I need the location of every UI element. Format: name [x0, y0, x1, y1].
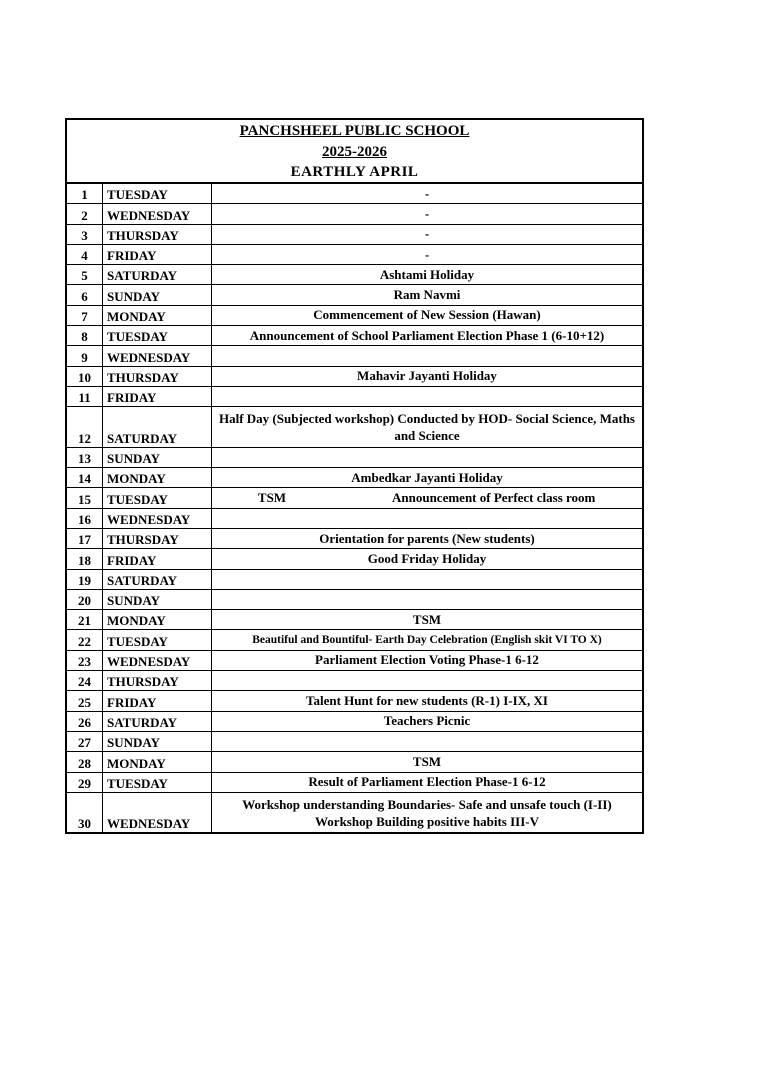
- weekday: FRIDAY: [103, 386, 212, 406]
- weekday: FRIDAY: [103, 549, 212, 569]
- weekday: WEDNESDAY: [103, 346, 212, 366]
- date-number: 18: [67, 549, 103, 569]
- date-number: 21: [67, 610, 103, 630]
- table-row: [67, 346, 642, 366]
- date-number: 24: [67, 671, 103, 691]
- event-text: Announcement of Perfect class room: [392, 490, 596, 505]
- date-number: 3: [67, 224, 103, 244]
- date-number: 8: [67, 326, 103, 346]
- date-number: 27: [67, 731, 103, 751]
- weekday: SATURDAY: [103, 711, 212, 731]
- date-number: 1: [67, 184, 103, 204]
- date-number: 14: [67, 468, 103, 488]
- weekday: THURSDAY: [103, 224, 212, 244]
- weekday: THURSDAY: [103, 366, 212, 386]
- table-row: [67, 508, 642, 528]
- event-cell: [212, 589, 643, 609]
- event-cell: [212, 569, 643, 589]
- weekday: SATURDAY: [103, 265, 212, 285]
- weekday: FRIDAY: [103, 244, 212, 264]
- date-number: 23: [67, 650, 103, 670]
- event-cell: [212, 610, 643, 630]
- event-cell: [212, 224, 643, 244]
- table-row: [67, 671, 642, 691]
- event-text: TSM: [257, 490, 287, 505]
- event-text: Good Friday Holiday: [367, 550, 487, 566]
- date-number: 5: [67, 265, 103, 285]
- event-cell: [212, 468, 643, 488]
- date-number: 2: [67, 204, 103, 224]
- event-cell: [212, 386, 643, 406]
- event-cell: [212, 549, 643, 569]
- table-row: [67, 326, 642, 346]
- weekday: TUESDAY: [103, 326, 212, 346]
- event-cell: [212, 630, 643, 650]
- table-row: [67, 204, 642, 224]
- table-row: [67, 731, 642, 751]
- event-text: Ambedkar Jayanti Holiday: [351, 469, 503, 485]
- table-row: [67, 569, 642, 589]
- date-number: 9: [67, 346, 103, 366]
- date-number: 30: [67, 792, 103, 832]
- event-cell: [212, 447, 643, 467]
- event-cell: [212, 711, 643, 731]
- table-row: [67, 650, 642, 670]
- weekday: SUNDAY: [103, 589, 212, 609]
- event-text: Workshop Building positive habits III-V: [315, 813, 539, 829]
- event-text: Commencement of New Session (Hawan): [313, 307, 541, 323]
- event-text: Workshop understanding Boundaries- Safe and unsafe touch (I-II): [242, 796, 612, 812]
- event-cell: [212, 488, 643, 508]
- event-cell: [212, 346, 643, 366]
- event-text: Orientation for parents (New students): [319, 530, 535, 546]
- event-text: TSM: [412, 753, 442, 769]
- event-text: Parliament Election Voting Phase-1 6-12: [315, 652, 539, 668]
- date-number: 15: [67, 488, 103, 508]
- event-cell: [212, 691, 643, 711]
- event-cell: [212, 265, 643, 285]
- event-cell: [212, 305, 643, 325]
- session-year: 2025-2026: [322, 143, 387, 160]
- table-row: [67, 285, 642, 305]
- event-text: Result of Parliament Election Phase-1 6-12: [308, 774, 546, 790]
- date-number: 20: [67, 589, 103, 609]
- table-row: [67, 305, 642, 325]
- date-number: 7: [67, 305, 103, 325]
- weekday: WEDNESDAY: [103, 508, 212, 528]
- weekday: THURSDAY: [103, 671, 212, 691]
- event-text: -: [424, 226, 430, 242]
- date-number: 29: [67, 772, 103, 792]
- weekday: FRIDAY: [103, 691, 212, 711]
- table-row: [67, 224, 642, 244]
- date-number: 25: [67, 691, 103, 711]
- date-number: 19: [67, 569, 103, 589]
- calendar-sheet: [65, 118, 644, 834]
- date-number: 10: [67, 366, 103, 386]
- month-title: EARTHLY APRIL: [290, 164, 419, 180]
- date-number: 12: [67, 407, 103, 448]
- date-number: 11: [67, 386, 103, 406]
- weekday: WEDNESDAY: [103, 650, 212, 670]
- event-text: TSM: [412, 611, 442, 627]
- event-cell: [212, 772, 643, 792]
- table-row: [67, 184, 642, 204]
- event-cell: [212, 326, 643, 346]
- calendar-table: [67, 184, 642, 832]
- table-row: [67, 549, 642, 569]
- event-cell: [212, 752, 643, 772]
- weekday: TUESDAY: [103, 184, 212, 204]
- table-row: [67, 386, 642, 406]
- table-row: [67, 468, 642, 488]
- weekday: MONDAY: [103, 610, 212, 630]
- table-row: [67, 610, 642, 630]
- event-text: -: [424, 185, 430, 201]
- event-cell: [212, 184, 643, 204]
- weekday: SUNDAY: [103, 285, 212, 305]
- event-cell: [212, 366, 643, 386]
- table-row: [67, 589, 642, 609]
- date-number: 16: [67, 508, 103, 528]
- table-row: [67, 366, 642, 386]
- table-row: [67, 447, 642, 467]
- event-text: -: [424, 246, 430, 262]
- date-number: 17: [67, 528, 103, 548]
- weekday: TUESDAY: [103, 630, 212, 650]
- event-text: Ram Navmi: [393, 287, 461, 303]
- event-cell: [212, 285, 643, 305]
- event-cell: [212, 650, 643, 670]
- table-row: [67, 407, 642, 448]
- event-cell: [212, 792, 643, 832]
- event-text: Half Day (Subjected workshop) Conducted by HOD- Social Science, Maths and Science: [218, 411, 635, 444]
- weekday: SATURDAY: [103, 407, 212, 448]
- event-cell: [212, 731, 643, 751]
- table-row: [67, 691, 642, 711]
- event-text: Beautiful and Bountiful- Earth Day Celebration (English skit VI TO X): [252, 634, 602, 647]
- weekday: SUNDAY: [103, 731, 212, 751]
- event-text: Mahavir Jayanti Holiday: [357, 368, 497, 384]
- table-row: [67, 792, 642, 832]
- date-number: 26: [67, 711, 103, 731]
- weekday: WEDNESDAY: [103, 204, 212, 224]
- weekday: MONDAY: [103, 305, 212, 325]
- event-text: Talent Hunt for new students (R-1) I-IX, XI: [306, 692, 548, 708]
- date-number: 4: [67, 244, 103, 264]
- date-number: 13: [67, 447, 103, 467]
- weekday: THURSDAY: [103, 528, 212, 548]
- date-number: 6: [67, 285, 103, 305]
- weekday: MONDAY: [103, 752, 212, 772]
- table-row: [67, 772, 642, 792]
- event-cell: [212, 407, 643, 448]
- event-text: Ashtami Holiday: [379, 266, 475, 282]
- event-text: -: [424, 205, 430, 221]
- date-number: 22: [67, 630, 103, 650]
- date-number: 28: [67, 752, 103, 772]
- event-cell: [212, 508, 643, 528]
- event-cell: [212, 528, 643, 548]
- weekday: SATURDAY: [103, 569, 212, 589]
- table-row: [67, 630, 642, 650]
- table-row: [67, 265, 642, 285]
- table-row: [67, 528, 642, 548]
- school-name: PANCHSHEEL PUBLIC SCHOOL: [239, 123, 470, 139]
- table-row: [67, 711, 642, 731]
- calendar-header: [67, 120, 642, 184]
- table-row: [67, 244, 642, 264]
- weekday: WEDNESDAY: [103, 792, 212, 832]
- table-row: [67, 752, 642, 772]
- weekday: SUNDAY: [103, 447, 212, 467]
- weekday: MONDAY: [103, 468, 212, 488]
- weekday: TUESDAY: [103, 772, 212, 792]
- weekday: TUESDAY: [103, 488, 212, 508]
- event-cell: [212, 671, 643, 691]
- event-text: Announcement of School Parliament Election Phase 1 (6-10+12): [249, 327, 605, 343]
- table-row: [67, 488, 642, 508]
- event-cell: [212, 204, 643, 224]
- event-text: Teachers Picnic: [383, 713, 471, 729]
- event-cell: [212, 244, 643, 264]
